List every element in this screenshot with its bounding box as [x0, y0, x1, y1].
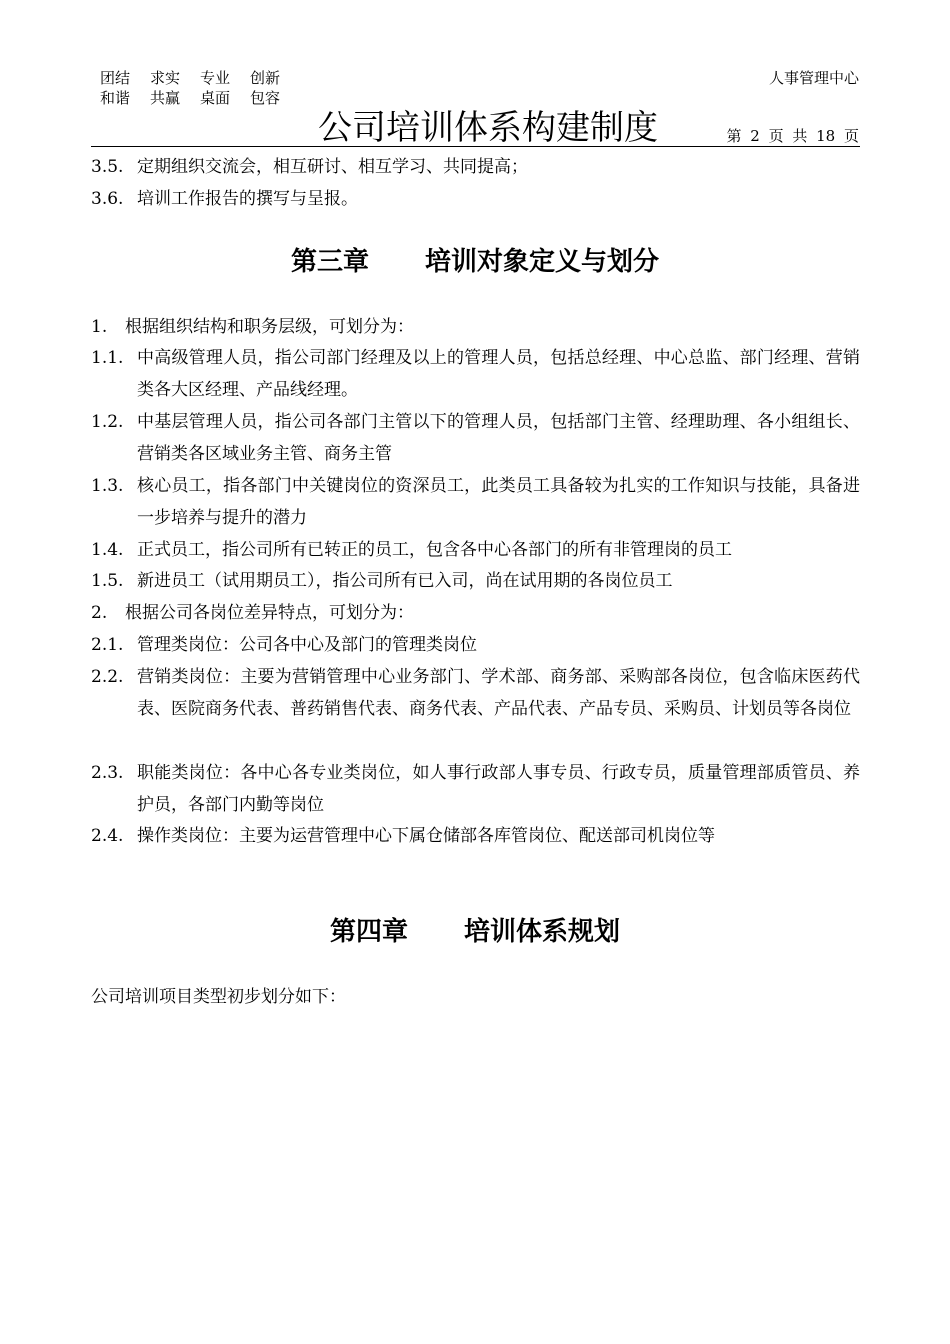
list-item: [91, 471, 860, 534]
item-number: 2.4.: [91, 826, 124, 846]
item-text: 中高级管理人员，指公司部门经理及以上的管理人员，包括总经理、中心总监、部门经理、营销类各大区经理、产品线经理。: [137, 348, 860, 400]
motto-word: 包容: [250, 89, 281, 107]
chapter-number: 第三章: [290, 247, 369, 277]
item-number: 2.: [91, 603, 108, 623]
list-item: [91, 312, 860, 344]
motto-word: 和谐: [100, 89, 131, 107]
document-title: 公司培训体系构建制度: [318, 108, 658, 148]
list-item: [91, 821, 860, 853]
chapter-intro: 公司培训项目类型初步划分如下：: [91, 987, 346, 1007]
item-number: 1.: [91, 317, 108, 337]
item-number: 2.3.: [91, 763, 124, 783]
motto-word: 团结: [100, 69, 131, 87]
motto-word: 求实: [150, 69, 181, 87]
item-text: 营销类岗位：主要为营销管理中心业务部门、学术部、商务部、采购部各岗位，包含临床医药代表、医院商务代表、普药销售代表、商务代表、产品代表、产品专员、采购员、计划员等各岗位: [137, 667, 860, 719]
item-number: 2.1.: [91, 635, 124, 655]
item-text: 正式员工，指公司所有已转正的员工，包含各中心各部门的所有非管理岗的员工: [137, 540, 732, 560]
chapter-number: 第四章: [329, 917, 408, 947]
motto-word: 桌面: [200, 89, 231, 107]
department-name: 人事管理中心: [768, 69, 859, 87]
item-text: 新进员工（试用期员工），指公司所有已入司，尚在试用期的各岗位员工: [137, 571, 673, 591]
motto-word: 创新: [250, 69, 281, 87]
item-text: 管理类岗位：公司各中心及部门的管理类岗位: [137, 635, 477, 655]
item-number: 1.1.: [91, 348, 124, 368]
header-divider: [91, 146, 860, 147]
chapter-heading: [0, 245, 950, 279]
item-number: 1.4.: [91, 540, 124, 560]
chapter-heading: [0, 915, 950, 949]
item-text: 操作类岗位：主要为运营管理中心下属仓储部各库管岗位、配送部司机岗位等: [137, 826, 715, 846]
list-item: [91, 566, 860, 598]
page-indicator: 第 2 页 共 18 页: [726, 127, 859, 145]
list-item: [91, 407, 860, 470]
item-number: 3.5.: [91, 157, 124, 177]
list-item: [91, 535, 860, 567]
list-item: [91, 758, 860, 821]
item-number: 1.3.: [91, 476, 124, 496]
chapter-title: 培训体系规划: [464, 917, 621, 947]
item-number: 1.5.: [91, 571, 124, 591]
item-text: 根据组织结构和职务层级，可划分为：: [125, 317, 414, 337]
item-text: 根据公司各岗位差异特点，可划分为：: [125, 603, 414, 623]
item-text: 中基层管理人员，指公司各部门主管以下的管理人员，包括部门主管、经理助理、各小组组长、营销类各区域业务主管、商务主管: [137, 412, 860, 464]
item-text: 核心员工，指各部门中关键岗位的资深员工，此类员工具备较为扎实的工作知识与技能，具备进一步培养与提升的潜力: [137, 476, 860, 528]
list-item: [91, 598, 860, 630]
list-item: [91, 630, 860, 662]
item-text: 培训工作报告的撰写与呈报。: [137, 189, 358, 209]
motto-word: 共赢: [150, 89, 181, 107]
item-number: 2.2.: [91, 667, 124, 687]
company-motto: [100, 68, 300, 108]
motto-row-2: [100, 88, 300, 108]
item-number: 3.6.: [91, 189, 124, 209]
list-item: [91, 662, 860, 725]
list-item: [91, 152, 860, 184]
motto-word: 专业: [200, 69, 231, 87]
list-item: [91, 184, 860, 216]
item-text: 职能类岗位：各中心各专业类岗位，如人事行政部人事专员、行政专员，质量管理部质管员、养护员，各部门内勤等岗位: [137, 763, 860, 815]
motto-row-1: [100, 68, 300, 88]
item-text: 定期组织交流会，相互研讨、相互学习、共同提高；: [137, 157, 528, 177]
list-item: [91, 343, 860, 406]
chapter-title: 培训对象定义与划分: [425, 247, 660, 277]
item-number: 1.2.: [91, 412, 124, 432]
